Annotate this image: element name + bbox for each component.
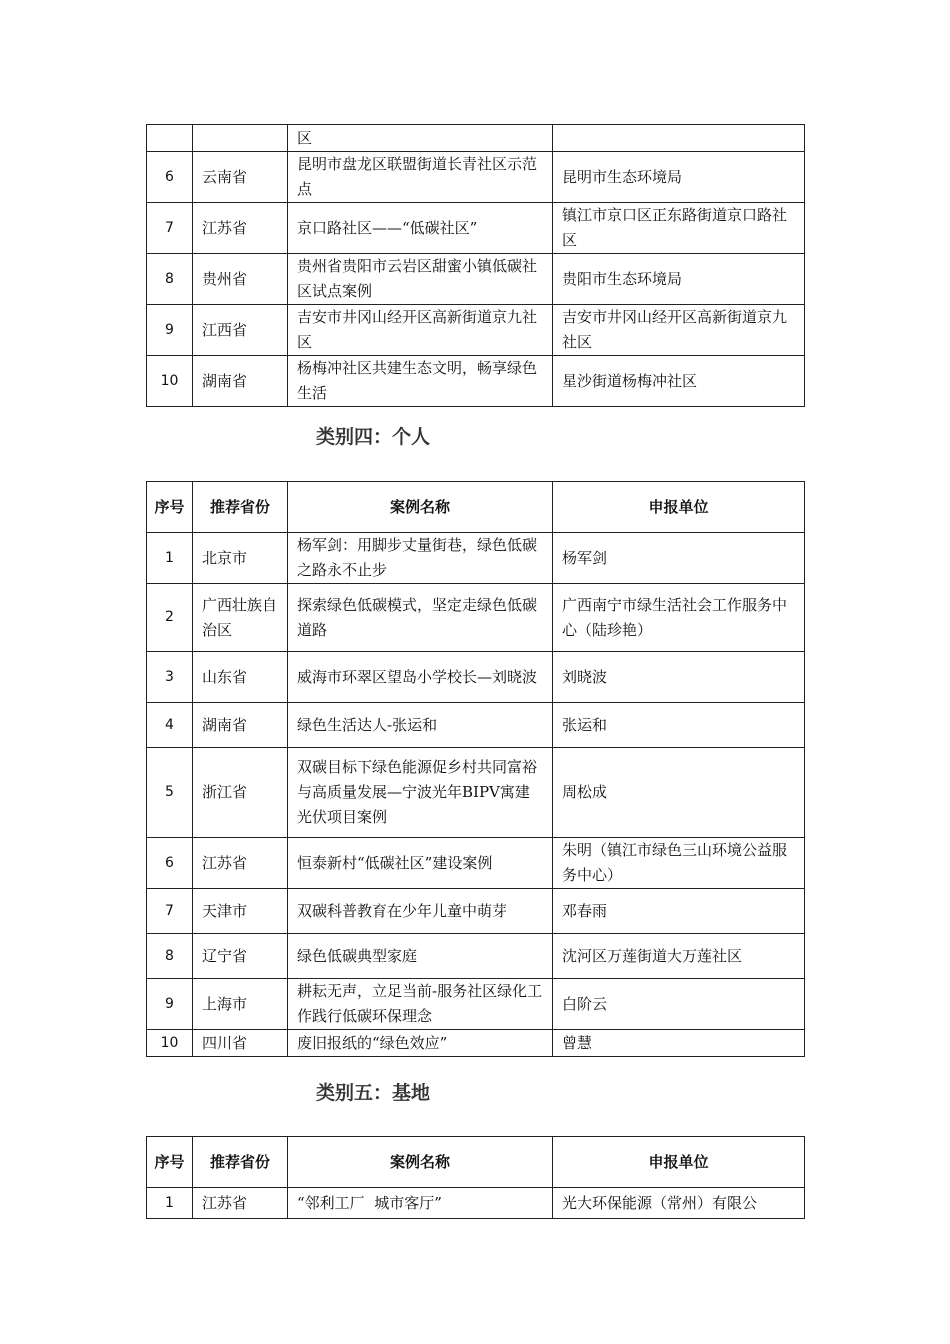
row-number: 3 xyxy=(147,652,193,703)
row-number: 6 xyxy=(147,838,193,889)
row-case-name: 贵州省贵阳市云岩区甜蜜小镇低碳社区试点案例 xyxy=(288,254,553,305)
row-number: 5 xyxy=(147,748,193,838)
header-unit: 申报单位 xyxy=(553,482,805,533)
header-case-name: 案例名称 xyxy=(288,482,553,533)
table-row xyxy=(147,1030,805,1057)
row-unit: 朱明（镇江市绿色三山环境公益服务中心） xyxy=(553,838,805,889)
header-number: 序号 xyxy=(147,482,193,533)
table-row xyxy=(147,356,805,407)
row-unit: 贵阳市生态环境局 xyxy=(553,254,805,305)
row-unit: 曾慧 xyxy=(553,1030,805,1057)
row-unit: 光大环保能源（常州）有限公 xyxy=(553,1188,805,1219)
row-case-name: “邻利工厂 城市客厅” xyxy=(288,1188,553,1219)
row-unit xyxy=(553,125,805,152)
row-case-name: 双碳目标下绿色能源促乡村共同富裕与高质量发展—宁波光年BIPV寓建光伏项目案例 xyxy=(288,748,553,838)
row-case-name: 探索绿色低碳模式，坚定走绿色低碳道路 xyxy=(288,584,553,652)
row-case-name: 双碳科普教育在少年儿童中萌芽 xyxy=(288,889,553,934)
table-row xyxy=(147,979,805,1030)
table-header-row xyxy=(147,1137,805,1188)
row-case-name: 威海市环翠区望岛小学校长—刘晓波 xyxy=(288,652,553,703)
row-province: 北京市 xyxy=(193,533,288,584)
table-row xyxy=(147,934,805,979)
row-province: 江苏省 xyxy=(193,838,288,889)
row-unit: 吉安市井冈山经开区高新街道京九社区 xyxy=(553,305,805,356)
row-province: 浙江省 xyxy=(193,748,288,838)
row-number: 9 xyxy=(147,305,193,356)
row-province: 云南省 xyxy=(193,152,288,203)
row-province: 辽宁省 xyxy=(193,934,288,979)
row-case-name: 吉安市井冈山经开区高新街道京九社区 xyxy=(288,305,553,356)
row-province: 广西壮族自治区 xyxy=(193,584,288,652)
row-province: 天津市 xyxy=(193,889,288,934)
row-case-name: 京口路社区——“低碳社区” xyxy=(288,203,553,254)
row-number: 7 xyxy=(147,889,193,934)
table-base xyxy=(146,1136,805,1219)
table-row xyxy=(147,584,805,652)
table-row xyxy=(147,254,805,305)
table-row xyxy=(147,838,805,889)
row-province: 江苏省 xyxy=(193,1188,288,1219)
table-row xyxy=(147,125,805,152)
row-province: 江苏省 xyxy=(193,203,288,254)
row-province: 江西省 xyxy=(193,305,288,356)
row-case-name: 杨军剑：用脚步丈量街巷，绿色低碳之路永不止步 xyxy=(288,533,553,584)
row-province: 湖南省 xyxy=(193,703,288,748)
header-unit: 申报单位 xyxy=(553,1137,805,1188)
row-province xyxy=(193,125,288,152)
row-province: 山东省 xyxy=(193,652,288,703)
table-row xyxy=(147,203,805,254)
row-number: 8 xyxy=(147,254,193,305)
row-number: 1 xyxy=(147,1188,193,1219)
row-unit: 广西南宁市绿生活社会工作服务中心（陆珍艳） xyxy=(553,584,805,652)
table-header-row xyxy=(147,482,805,533)
section-heading-base: 类别五：基地 xyxy=(316,1082,431,1104)
table-individual xyxy=(146,481,805,1057)
row-unit: 刘晓波 xyxy=(553,652,805,703)
row-province: 湖南省 xyxy=(193,356,288,407)
row-province: 贵州省 xyxy=(193,254,288,305)
table-community-cont xyxy=(146,124,805,407)
table-row xyxy=(147,305,805,356)
row-number: 1 xyxy=(147,533,193,584)
row-unit: 周松成 xyxy=(553,748,805,838)
row-number: 9 xyxy=(147,979,193,1030)
row-case-name: 绿色低碳典型家庭 xyxy=(288,934,553,979)
header-province: 推荐省份 xyxy=(193,1137,288,1188)
row-number: 4 xyxy=(147,703,193,748)
row-number: 2 xyxy=(147,584,193,652)
table-row xyxy=(147,1188,805,1219)
row-unit: 白阶云 xyxy=(553,979,805,1030)
row-unit: 邓春雨 xyxy=(553,889,805,934)
table-row xyxy=(147,889,805,934)
row-number: 7 xyxy=(147,203,193,254)
row-province: 上海市 xyxy=(193,979,288,1030)
header-case-name: 案例名称 xyxy=(288,1137,553,1188)
row-case-name: 昆明市盘龙区联盟街道长青社区示范点 xyxy=(288,152,553,203)
row-unit: 张运和 xyxy=(553,703,805,748)
row-case-name: 杨梅冲社区共建生态文明，畅享绿色生活 xyxy=(288,356,553,407)
row-number: 10 xyxy=(147,356,193,407)
row-unit: 杨军剑 xyxy=(553,533,805,584)
header-number: 序号 xyxy=(147,1137,193,1188)
row-case-name: 恒泰新村“低碳社区”建设案例 xyxy=(288,838,553,889)
row-case-name: 区 xyxy=(288,125,553,152)
row-number: 10 xyxy=(147,1030,193,1057)
table-row xyxy=(147,703,805,748)
row-unit: 镇江市京口区正东路街道京口路社区 xyxy=(553,203,805,254)
table-row xyxy=(147,748,805,838)
table-row xyxy=(147,152,805,203)
table-row xyxy=(147,652,805,703)
row-case-name: 绿色生活达人-张运和 xyxy=(288,703,553,748)
header-province: 推荐省份 xyxy=(193,482,288,533)
row-unit: 昆明市生态环境局 xyxy=(553,152,805,203)
row-unit: 沈河区万莲街道大万莲社区 xyxy=(553,934,805,979)
row-number: 8 xyxy=(147,934,193,979)
row-number xyxy=(147,125,193,152)
table-row xyxy=(147,533,805,584)
row-case-name: 耕耘无声，立足当前-服务社区绿化工作践行低碳环保理念 xyxy=(288,979,553,1030)
row-province: 四川省 xyxy=(193,1030,288,1057)
row-unit: 星沙街道杨梅冲社区 xyxy=(553,356,805,407)
row-case-name: 废旧报纸的“绿色效应” xyxy=(288,1030,553,1057)
section-heading-individual: 类别四：个人 xyxy=(316,426,431,448)
row-number: 6 xyxy=(147,152,193,203)
